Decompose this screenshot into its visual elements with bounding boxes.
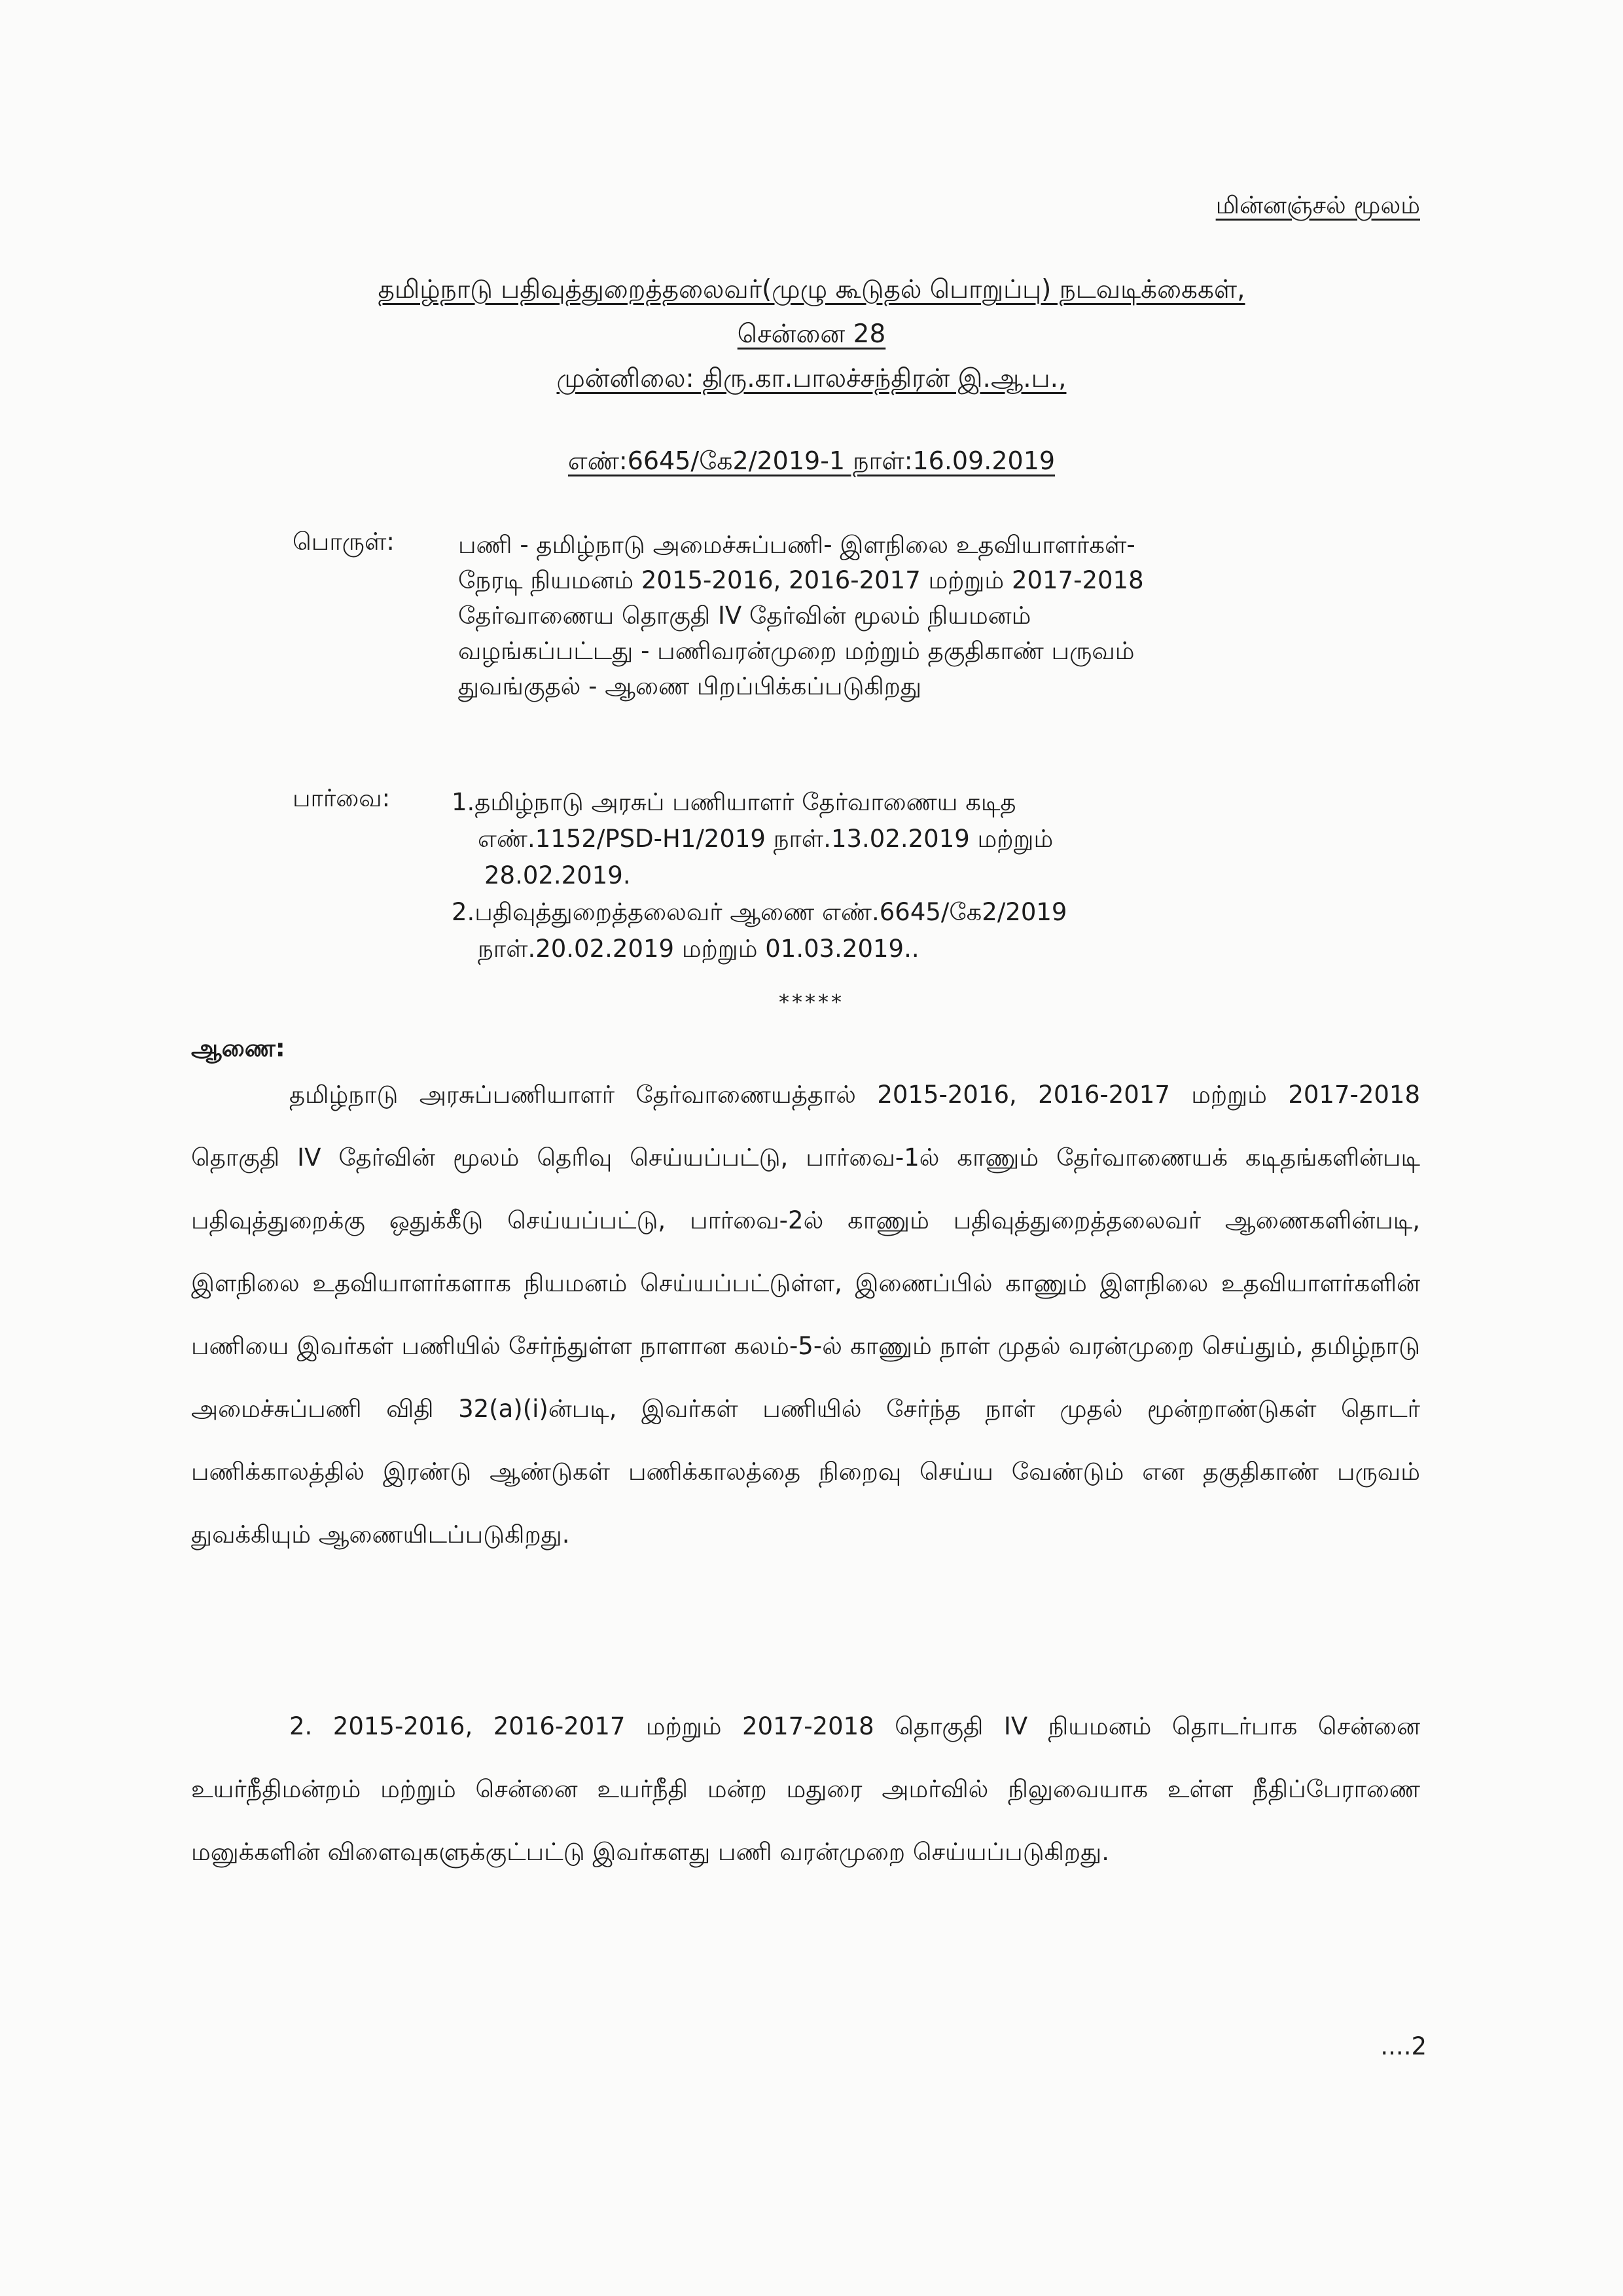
subject-text <box>458 528 1322 704</box>
references-label: பார்வை: <box>293 784 391 812</box>
order-title: ஆணை: <box>191 1034 285 1062</box>
subject-line: நேரடி நியமனம் 2015-2016, 2016-2017 மற்றும் 2017-2018 <box>458 566 1144 594</box>
reference-item-2-cont: நாள்.20.02.2019 மற்றும் 01.03.2019.. <box>478 935 919 963</box>
reference-item-2: 2.பதிவுத்துறைத்தலைவர் ஆணை எண்.6645/கே2/2019 <box>452 898 1067 926</box>
presiding-officer-text: முன்னிலை: திரு.கா.பாலச்சந்திரன் இ.ஆ.ப., <box>556 364 1067 393</box>
reference-number-text: எண்:6645/கே2/2019-1 நாள்:16.09.2019 <box>567 446 1056 475</box>
subject-line: பணி - தமிழ்நாடு அமைச்சுப்பணி- இளநிலை உதவியாளர்கள்- <box>458 531 1135 559</box>
order-paragraph-2 <box>191 1695 1420 1884</box>
page-continuation: ....2 <box>1380 2032 1427 2060</box>
reference-item-1-cont: 28.02.2019. <box>484 861 631 889</box>
office-city <box>0 319 1623 352</box>
presiding-officer <box>0 364 1623 397</box>
subject-line: வழங்கப்பட்டது - பணிவரன்முறை மற்றும் தகுதிகாண் பருவம் <box>458 637 1135 665</box>
dispatch-mode: மின்னஞ்சல் மூலம் <box>1215 191 1420 219</box>
office-title-text: தமிழ்நாடு பதிவுத்துறைத்தலைவர்(முழு கூடுதல் பொறுப்பு) நடவடிக்கைகள், <box>378 275 1245 304</box>
paragraph-text: தமிழ்நாடு அரசுப்பணியாளர் தேர்வாணையத்தால் 2015-2016, 2016-2017 மற்றும் 2017-2018 தொகுதி IV தேர்வின் மூலம் தெரிவு செய்யப்பட்டு, பார்வை-1ல் காணும் தேர்வாணையக் கடிதங்களின்படி பதிவுத்துறைக்கு ஒதுக்கீடு செய்யப்பட்டு, பார்வை-2ல் காணும் பதிவுத்துறைத்தலைவர் ஆணைகளின்படி, இளநிலை உதவியாளர்களாக நியமனம் செய்யப்பட்டுள்ள, இணைப்பில் காணும் இளநிலை உதவியாளர்களின் பணியை இவர்கள் பணியில் சேர்ந்துள்ள நாளான கலம்-5-ல் காணும் நாள் முதல் வரன்முறை செய்தும், தமிழ்நாடு அமைச்சுப்பணி விதி 32(a)(i)ன்படி, இவர்கள் பணியில் சேர்ந்த நாள் முதல் மூன்றாண்டுகள் தொடர் பணிக்காலத்தில் இரண்டு ஆண்டுகள் பணிக்காலத்தை நிறைவு செய்ய வேண்டும் என தகுதிகாண் பருவம் துவக்கியும் ஆணையிடப்படுகிறது. <box>191 1081 1420 1549</box>
separator: ***** <box>779 990 844 1014</box>
office-city-text: சென்னை 28 <box>737 319 886 349</box>
order-paragraph-1 <box>191 1064 1420 1566</box>
office-title <box>0 275 1623 308</box>
subject-line: தேர்வாணைய தொகுதி IV தேர்வின் மூலம் நியமனம் <box>458 601 1031 630</box>
subject-label: பொருள்: <box>293 528 395 556</box>
references-list <box>452 784 1342 967</box>
reference-number <box>0 446 1623 479</box>
reference-item-1: 1.தமிழ்நாடு அரசுப் பணியாளர் தேர்வாணைய கடித <box>452 788 1016 816</box>
paragraph-text: 2. 2015-2016, 2016-2017 மற்றும் 2017-2018 தொகுதி IV நியமனம் தொடர்பாக சென்னை உயர்நீதிமன்றம் மற்றும் சென்னை உயர்நீதி மன்ற மதுரை அமர்வில் நிலுவையாக உள்ள நீதிப்பேராணை மனுக்களின் விளைவுகளுக்குட்பட்டு இவர்களது பணி வரன்முறை செய்யப்படுகிறது. <box>191 1712 1420 1866</box>
reference-item-1-cont: எண்.1152/PSD-H1/2019 நாள்.13.02.2019 மற்றும் <box>478 825 1054 853</box>
subject-line: துவங்குதல் - ஆணை பிறப்பிக்கப்படுகிறது <box>458 672 922 700</box>
